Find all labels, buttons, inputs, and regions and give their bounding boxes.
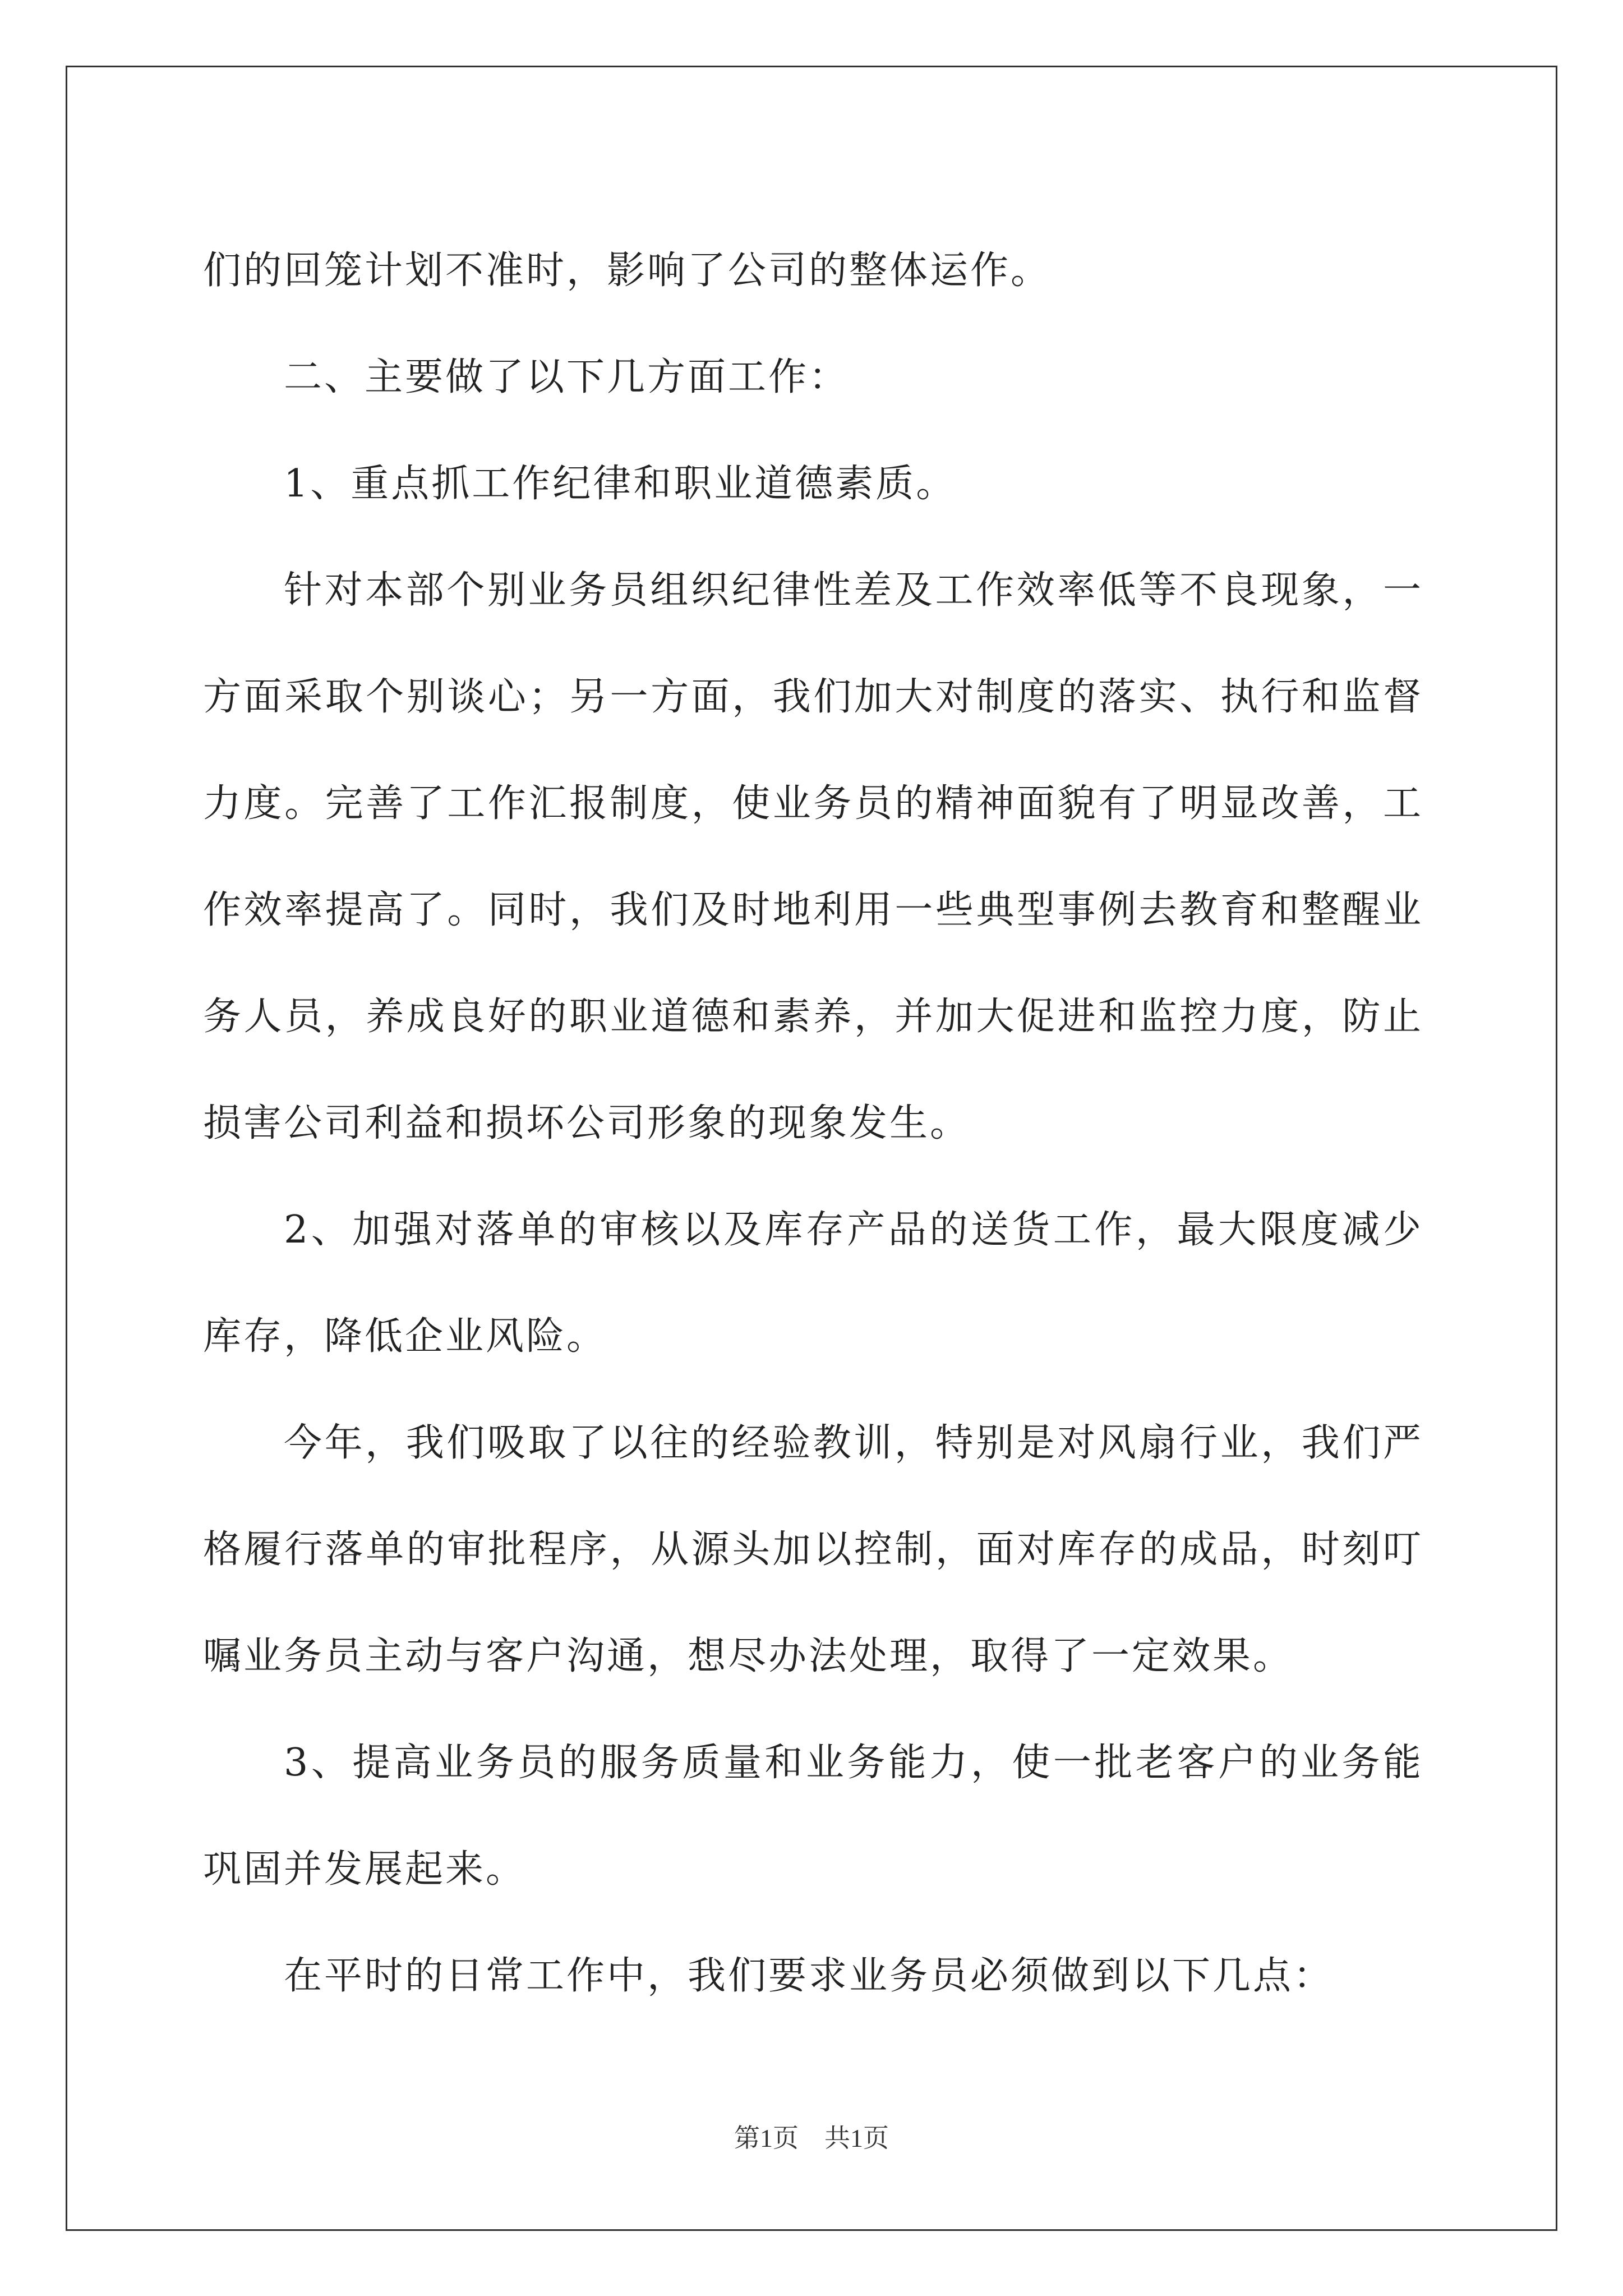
paragraph-3: 1、重点抓工作纪律和职业道德素质。	[284, 462, 957, 506]
paragraph-4: 针对本部个别业务员组织纪律性差及工作效率低等不良现象，一方面采取个别谈心；另一方面，我们加大对制度的落实、执行和监督力度。完善了工作汇报制度，使业务员的精神面貌有了明显改善，工作效率提高了。同时，我们及时地利用一些典型事例去教育和整醒业务人员，养成良好的职业道德和素养，并加大促进和监控力度，防止损害公司利益和损坏公司形象的现象发生。	[203, 568, 1423, 1145]
paragraph-7: 3、提高业务员的服务质量和业务能力，使一批老客户的业务能巩固并发展起来。	[203, 1741, 1423, 1892]
document-body	[203, 218, 1423, 2030]
paragraph-6: 今年，我们吸取了以往的经验教训，特别是对风扇行业，我们严格履行落单的审批程序，从源头加以控制，面对库存的成品，时刻叮嘱业务员主动与客户沟通，想尽办法处理，取得了一定效果。	[203, 1421, 1423, 1678]
paragraph-1: 们的回笼计划不准时，影响了公司的整体运作。	[203, 249, 1052, 293]
paragraph-5: 2、加强对落单的审核以及库存产品的送货工作，最大限度减少库存，降低企业风险。	[203, 1208, 1423, 1359]
paragraph-8: 在平时的日常工作中，我们要求业务员必须做到以下几点：	[284, 1954, 1334, 1998]
page-number-footer: 第1页 共1页	[734, 2124, 889, 2152]
paragraph-2: 二、主要做了以下几方面工作：	[284, 355, 850, 399]
